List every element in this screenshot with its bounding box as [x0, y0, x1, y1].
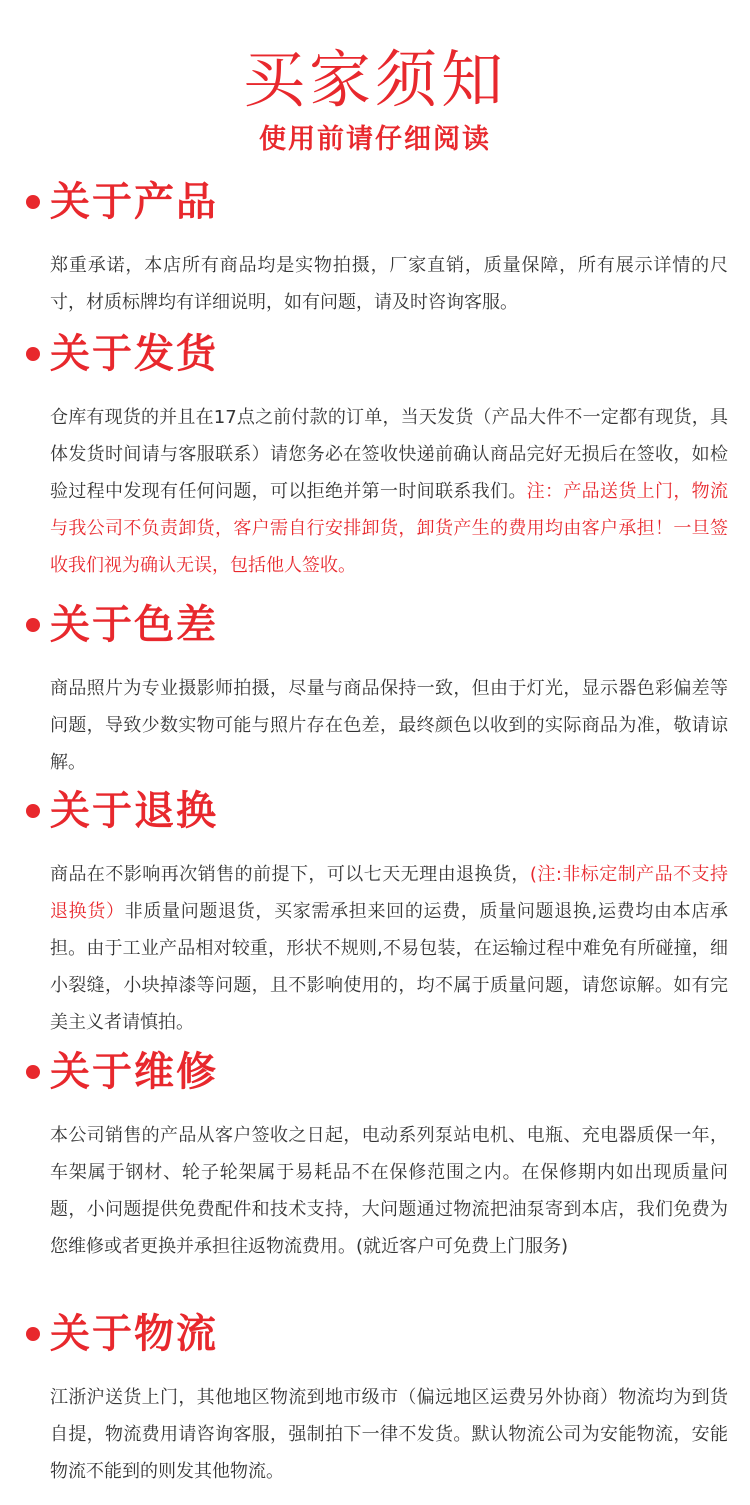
section-note: 注：产品送货上门，物流与我公司不负责卸货，客户需自行安排卸货，卸货产生的费用均由客户承担！一旦签收我们视为确认无误，包括他人签收。: [50, 481, 729, 576]
section-title: 关于退换: [50, 788, 218, 834]
section-heading: [0, 598, 750, 656]
bullet-dot-icon: [26, 804, 40, 818]
section-text: 江浙沪送货上门，其他地区物流到地市级市（偏远地区运费另外协商）物流均为到货自提，物流费用请咨询客服，强制拍下一律不发货。默认物流公司为安能物流，安能物流不能到的则发其他物流。: [50, 1387, 728, 1482]
section-body: [0, 670, 750, 781]
bullet-dot-icon: [26, 347, 40, 361]
section-heading: [0, 1045, 750, 1103]
page-title: 买家须知: [242, 43, 507, 116]
section-body: [0, 399, 750, 584]
section-text: 仓库有现货的并且在17点之前付款的订单，当天发货（产品大件不一定都有现货，具体发货时间请与客服联系）请您务必在签收快递前确认商品完好无损后在签收，如检验过程中发现有任何问题，可以拒绝并第一时间联系我们。: [50, 407, 728, 502]
section-body: [0, 1117, 750, 1265]
bullet-dot-icon: [26, 195, 40, 209]
section-title: 关于色差: [50, 602, 218, 648]
section-heading: [0, 175, 750, 233]
page-header: [0, 0, 750, 158]
section-shipping: [0, 327, 750, 584]
section-text: 商品照片为专业摄影师拍摄，尽量与商品保持一致，但由于灯光，显示器色彩偏差等问题，导致少数实物可能与照片存在色差，最终颜色以收到的实际商品为准，敬请谅解。: [50, 678, 728, 773]
page-subtitle: 使用前请仔细阅读: [259, 124, 491, 155]
section-heading: [0, 1307, 750, 1365]
section-body: [0, 247, 750, 321]
bullet-dot-icon: [26, 1327, 40, 1341]
section-title: 关于产品: [50, 179, 218, 225]
section-product: [0, 175, 750, 321]
section-text: 商品在不影响再次销售的前提下，可以七天无理由退换货，: [50, 864, 530, 885]
section-heading: [0, 327, 750, 385]
section-body: [0, 1379, 750, 1490]
section-title: 关于发货: [50, 331, 218, 377]
section-text: 本公司销售的产品从客户签收之日起，电动系列泵站电机、电瓶、充电器质保一年，车架属于钢材、轮子轮架属于易耗品不在保修范围之内。在保修期内如出现质量问题，小问题提供免费配件和技术支持，大问题通过物流把油泵寄到本店，我们免费为您维修或者更换并承担往返物流费用。(就近客户可免费上门服务): [50, 1125, 728, 1257]
section-note: (注:非标定制产品不支持退换货）: [50, 864, 729, 922]
section-text: 郑重承诺，本店所有商品均是实物拍摄，厂家直销，质量保障，所有展示详情的尺寸，材质标牌均有详细说明，如有问题，请及时咨询客服。: [50, 255, 728, 313]
section-color-difference: [0, 598, 750, 781]
section-logistics: [0, 1307, 750, 1490]
section-title: 关于维修: [50, 1049, 218, 1095]
bullet-dot-icon: [26, 1065, 40, 1079]
section-text: 非质量问题退货，买家需承担来回的运费，质量问题退换,运费均由本店承担。由于工业产品相对较重，形状不规则,不易包装，在运输过程中难免有所碰撞，细小裂缝，小块掉漆等问题，且不影响使用的，均不属于质量问题，请您谅解。如有完美主义者请慎拍。: [50, 901, 729, 1033]
section-title: 关于物流: [50, 1311, 218, 1357]
section-repair: [0, 1045, 750, 1265]
section-returns: [0, 784, 750, 1041]
bullet-dot-icon: [26, 618, 40, 632]
section-heading: [0, 784, 750, 842]
section-body: [0, 856, 750, 1041]
